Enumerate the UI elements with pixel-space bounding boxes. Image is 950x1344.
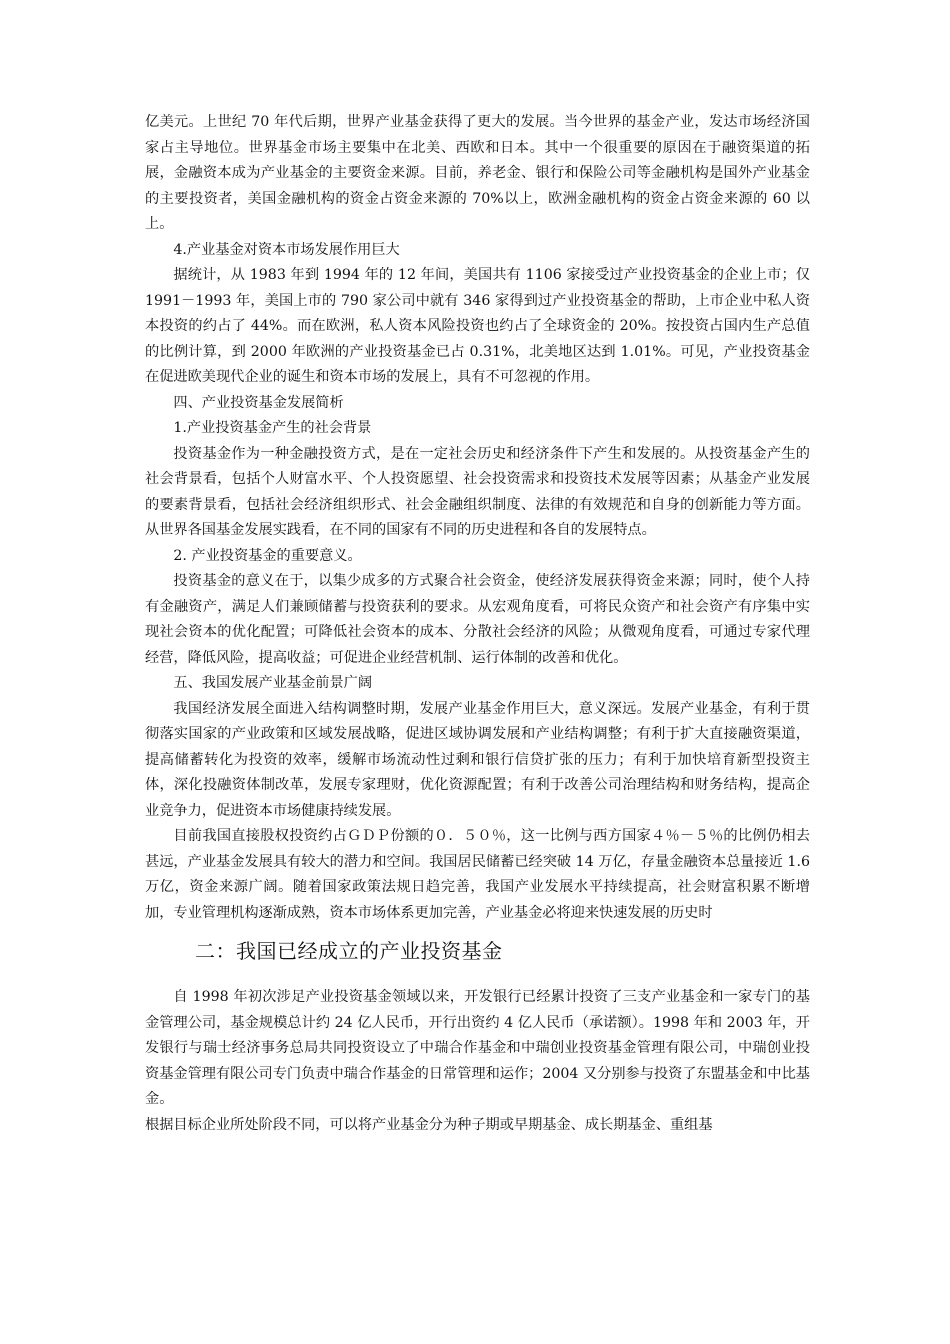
subheading-capital-market: 4.产业基金对资本市场发展作用巨大 (173, 241, 400, 258)
paragraph-development-bank: 自 1998 年初次涉足产业投资基金领域以来，开发银行已经累计投资了三支产业基金和一家专门的基金管理公司，基金规模总计约 24 亿人民币，开行出资约 4 亿人民币（承诺额）。1998 年和 2003 年，开发银行与瑞士经济事务总局共同投资设立了中瑞合作基金和中瑞创业投资基金管理有限公司，中瑞创业投资基金管理有限公司专门负责中瑞合作基金的日常管理和运作；2004 又分别参与投资了东盟基金和中比基金。 (145, 989, 810, 1107)
heading-section-five: 五、我国发展产业基金前景广阔 (173, 675, 373, 691)
paragraph-significance: 投资基金的意义在于，以集少成多的方式聚合社会资金，使经济发展获得资金来源；同时，使个人持有金融资产，满足人们兼顾储蓄与投资获利的要求。从宏观角度看，可将民众资产和社会资产有序集中实现社会资本的优化配置；可降低社会资本的成本、分散社会经济的风险；从微观角度看，可通过专家代理经营，降低风险，提高收益；可促进企业经营机制、运行体制的改善和优化。 (145, 573, 810, 666)
subheading-social-background: 1.产业投资基金产生的社会背景 (173, 420, 372, 436)
section-heading: 二：我国已经成立的产业投资基金 (195, 939, 503, 963)
paragraph-funding-sources: 亿美元。上世纪 70 年代后期，世界产业基金获得了更大的发展。当今世界的基金产业，发达市场经济国家占主导地位。世界基金市场主要集中在北美、西欧和日本。其中一个很重要的原因在于融资渠道的拓展，金融资本成为产业基金的主要资金来源。目前，养老金、银行和保险公司等金融机构是国外产业基金的主要投资者，美国金融机构的资金占资金来源的 70%以上，欧洲金融机构的资金占资金来源的 60 以上。 (145, 114, 810, 232)
paragraph-social-background: 投资基金作为一种金融投资方式，是在一定社会历史和经济条件下产生和发展的。从投资基金产生的社会背景看，包括个人财富水平、个人投资愿望、社会投资需求和投资技术发展等因素；从基金产业发展的要素背景看，包括社会经济组织形式、社会金融组织制度、法律的有效规范和自身的创新能力等方面。从世界各国基金发展实践看，在不同的国家有不同的历史进程和各自的发展特点。 (145, 445, 810, 538)
paragraph-statistics: 据统计，从 1983 年到 1994 年的 12 年间，美国共有 1106 家接受过产业投资基金的企业上市；仅 1991－1993 年，美国上市的 790 家公司中就有 346 家得到过产业投资基金的帮助，上市企业中私人资本投资的约占了 44%。而在欧洲，私人资本风险投资也约占了全球资金的 20%。按投资占国内生产总值的比例计算，到 2000 年欧洲的产业投资基金已占 0.31%，北美地区达到 1.01%。可见，产业投资基金在促进欧美现代企业的诞生和资本市场的发展上，具有不可忽视的作用。 (145, 267, 810, 385)
paragraph-gdp-share: 目前我国直接股权投资约占ＧＤＰ份额的０．５０％，这一比例与西方国家４％－５％的比例仍相去甚远，产业基金发展具有较大的潜力和空间。我国居民储蓄已经突破 14 万亿，存量金融资本总量接近 1.6 万亿，资金来源广阔。随着国家政策法规日趋完善，我国产业发展水平持续提高，社会财富积累不断增加，专业管理机构逐渐成熟，资本市场体系更加完善，产业基金必将迎来快速发展的历史时 (145, 828, 810, 921)
paragraph-structure-adjustment: 我国经济发展全面进入结构调整时期，发展产业基金作用巨大，意义深远。发展产业基金，有利于贯彻落实国家的产业政策和区域发展战略，促进区域协调发展和产业结构调整；有利于扩大直接融资渠道，提高储蓄转化为投资的效率，缓解市场流动性过剩和银行信贷扩张的压力；有利于加快培育新型投资主体，深化投融资体制改革，发展专家理财，优化资源配置；有利于改善公司治理结构和财务结构，提高企业竞争力，促进资本市场健康持续发展。 (145, 700, 810, 819)
heading-section-four: 四、产业投资基金发展简析 (173, 394, 344, 411)
document-page (145, 110, 810, 1138)
paragraph-fund-classification: 根据目标企业所处阶段不同，可以将产业基金分为种子期或早期基金、成长期基金、重组基 (145, 1116, 713, 1133)
subheading-significance: 2. 产业投资基金的重要意义。 (173, 547, 362, 564)
